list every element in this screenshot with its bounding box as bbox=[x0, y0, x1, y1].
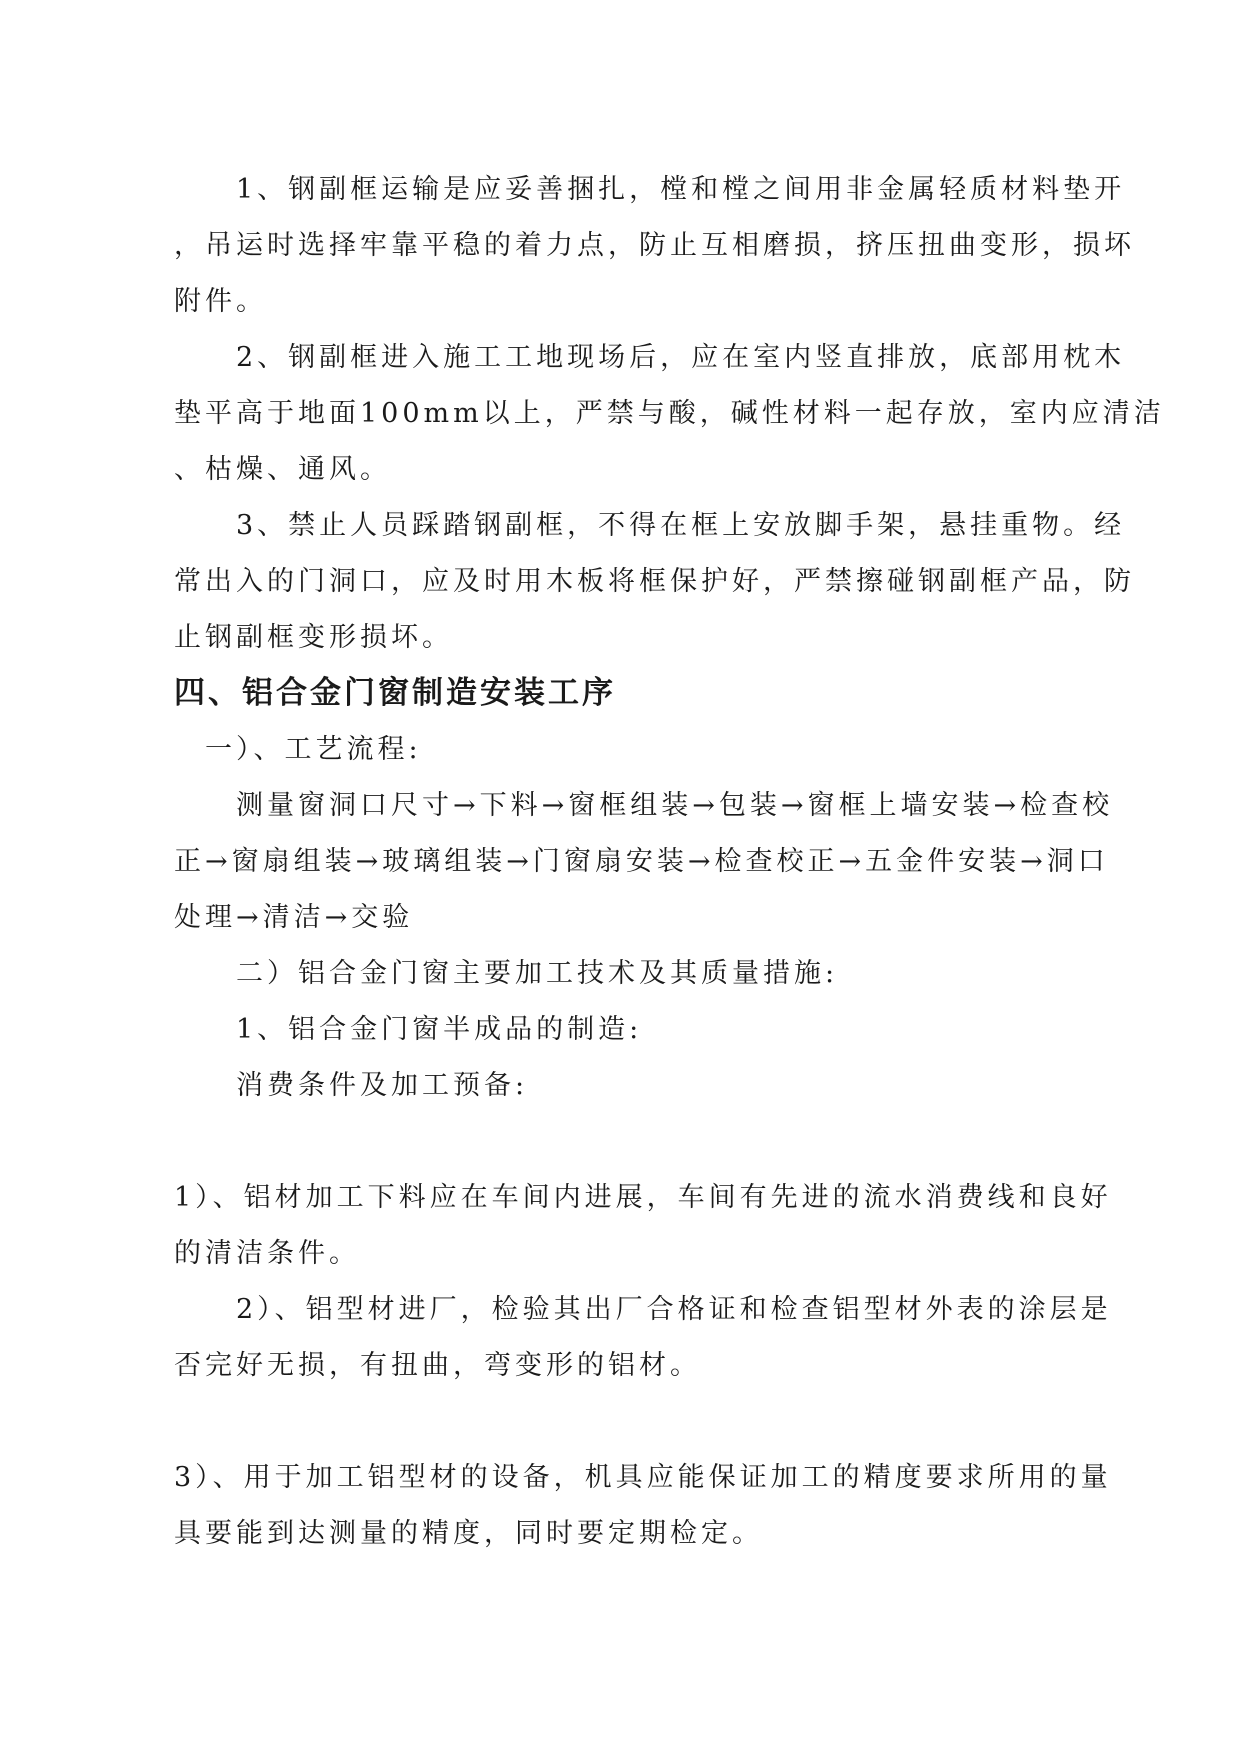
prep-title: 消费条件及加工预备: bbox=[174, 1070, 529, 1101]
para-1-line-3: 附件。 bbox=[174, 286, 267, 317]
para-3-line-3: 止钢副框变形损坏。 bbox=[174, 622, 453, 653]
item-a-line-1: 1）、铝材加工下料应在车间内进展，车间有先进的流水消费线和良好 bbox=[174, 1182, 1112, 1213]
section-heading: 四、铝合金门窗制造安装工序 bbox=[174, 675, 616, 711]
item-c-line-2: 具要能到达测量的精度，同时要定期检定。 bbox=[174, 1518, 763, 1549]
item-a-line-2: 的清洁条件。 bbox=[174, 1238, 360, 1269]
item-b-line-2: 否完好无损，有扭曲，弯变形的铝材。 bbox=[174, 1350, 701, 1381]
item-c-line-1: 3）、用于加工铝型材的设备，机具应能保证加工的精度要求所用的量 bbox=[174, 1462, 1112, 1493]
para-2-line-2: 垫平高于地面100mm以上，严禁与酸，碱性材料一起存放，室内应清洁 bbox=[174, 398, 1165, 429]
para-1-line-2: ，吊运时选择牢靠平稳的着力点，防止互相磨损，挤压扭曲变形，损坏 bbox=[174, 230, 1135, 261]
quality-measures-title: 二）铝合金门窗主要加工技术及其质量措施: bbox=[174, 958, 839, 989]
para-1-line-1: 1、钢副框运输是应妥善捆扎，樘和樘之间用非金属轻质材料垫开 bbox=[174, 174, 1126, 205]
para-2-line-1: 2、钢副框进入施工工地现场后，应在室内竖直排放，底部用枕木 bbox=[174, 342, 1126, 373]
para-3-line-2: 常出入的门洞口，应及时用木板将框保护好，严禁擦碰钢副框产品，防 bbox=[174, 566, 1135, 597]
process-flow-title: 一）、工艺流程: bbox=[174, 734, 422, 765]
semi-product-title: 1、铝合金门窗半成品的制造: bbox=[174, 1014, 643, 1045]
process-line-2: 正→窗扇组装→玻璃组装→门窗扇安装→检查校正→五金件安装→洞口 bbox=[174, 846, 1109, 877]
para-2-line-3: 、枯燥、通风。 bbox=[174, 454, 391, 485]
process-line-1: 测量窗洞口尺寸→下料→窗框组装→包装→窗框上墙安装→检查校 bbox=[174, 790, 1114, 821]
para-3-line-1: 3、禁止人员踩踏钢副框，不得在框上安放脚手架，悬挂重物。经 bbox=[174, 510, 1126, 541]
process-line-3: 处理→清洁→交验 bbox=[174, 902, 414, 933]
item-b-line-1: 2）、铝型材进厂，检验其出厂合格证和检查铝型材外表的涂层是 bbox=[174, 1294, 1112, 1325]
